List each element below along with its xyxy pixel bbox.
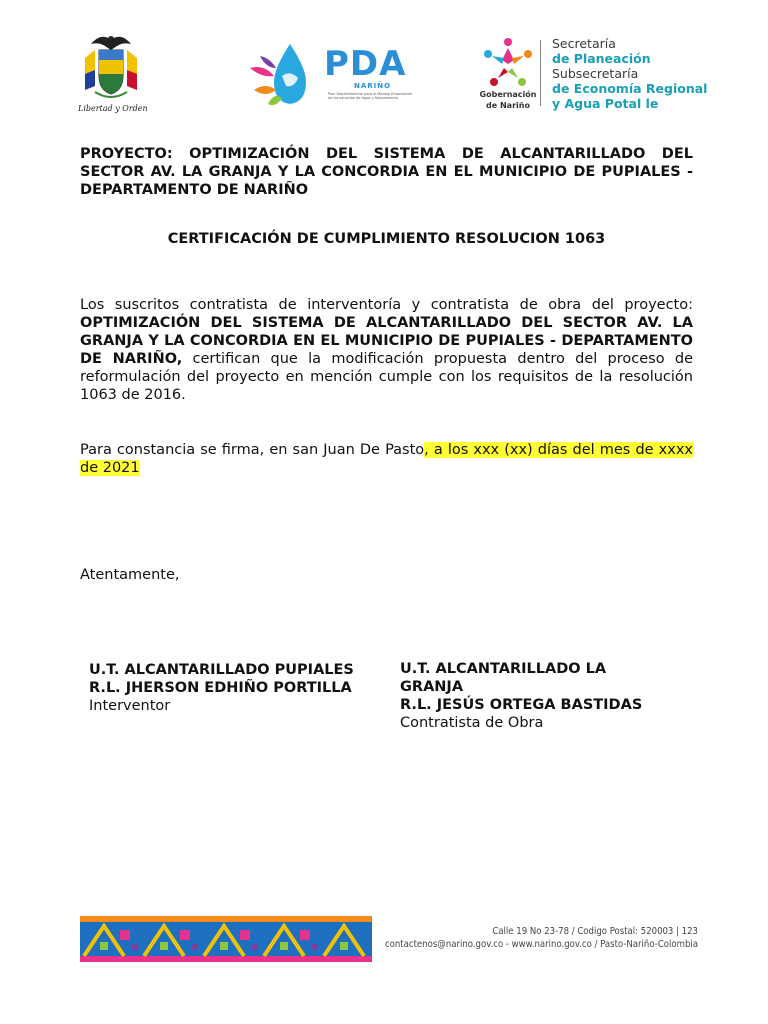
pda-tagline: Plan Departamental para el Manejo Empresarial de los servicios de Agua y Saneamiento [328, 92, 413, 100]
certification-title: CERTIFICACIÓN DE CUMPLIMIENTO RESOLUCION 1063 [167, 231, 606, 247]
contratista-company: U.T. ALCANTARILLADO LA GRANJA [400, 661, 607, 695]
pda-narino-logo [246, 42, 422, 112]
date-placeholder-highlight: , a los xxx (xx) días del mes de xxxx de 2021 [80, 442, 693, 476]
gobernacion-narino-logo [468, 34, 548, 114]
signature-block-interventor [89, 661, 379, 715]
pda-drop-icon [246, 42, 326, 112]
pda-region: NARIÑO [354, 82, 392, 90]
coat-of-arms-icon [81, 30, 141, 102]
secretaria-planeacion-logo [552, 36, 707, 111]
footer-contact-info [378, 925, 698, 951]
colombia-coat-of-arms-logo [78, 30, 148, 118]
secretaria-line-1: Secretaría [552, 36, 616, 51]
header-divider [540, 40, 541, 106]
interventor-company: U.T. ALCANTARILLADO PUPIALES [89, 662, 354, 678]
andean-pattern-icon [80, 916, 372, 962]
footer-pattern-band [80, 916, 372, 962]
contratista-representative: R.L. JESÚS ORTEGA BASTIDAS [400, 697, 643, 713]
coat-of-arms-motto: Libertad y Orden [78, 104, 148, 113]
closing-salutation: Atentamente, [80, 567, 180, 583]
paragraph-intro: Los suscritos contratista de interventoría y contratista de obra del proyecto: [80, 297, 693, 313]
paragraph-project-name: OPTIMIZACIÓN DEL SISTEMA DE ALCANTARILLADO DEL SECTOR AV. LA GRANJA Y LA CONCORDIA EN EL MUNICIPIO DE PUPIALES - DEPARTAMENTO DE NARIÑO, [80, 315, 693, 367]
project-title: PROYECTO: OPTIMIZACIÓN DEL SISTEMA DE ALCANTARILLADO DEL SECTOR AV. LA GRANJA Y LA CONCORDIA EN EL MUNICIPIO DE PUPIALES - DEPARTAMENTO DE NARIÑO [80, 146, 693, 198]
signature-date-paragraph [80, 441, 693, 477]
secretaria-line-2: de Planeación [552, 51, 651, 66]
secretaria-line-3: Subsecretaría [552, 66, 639, 81]
date-paragraph-text: Para constancia se firma, en san Juan De Pasto [80, 442, 425, 458]
certification-paragraph [80, 296, 693, 404]
gobernacion-star-icon [480, 34, 536, 88]
pda-title: PDA [324, 44, 407, 84]
footer-address: Calle 19 No 23-78 / Codigo Postal: 520003 | 123 [492, 926, 698, 937]
interventor-role: Interventor [89, 698, 171, 714]
signature-block-contratista [400, 660, 670, 732]
paragraph-rest: certifican que la modificación propuesta dentro del proceso de reformulación del proyecto en mención cumple con los requisitos de la resolución 1063 de 2016. [80, 351, 693, 403]
footer-contact: contactenos@narino.gov.co - www.narino.gov.co / Pasto-Nariño-Colombia [384, 939, 698, 950]
interventor-representative: R.L. JHERSON EDHIÑO PORTILLA [89, 680, 352, 696]
contratista-role: Contratista de Obra [400, 715, 544, 731]
secretaria-line-4: de Economía Regional [552, 81, 708, 96]
secretaria-line-5: y Agua Potal le [552, 96, 659, 111]
gobernacion-label-1: Gobernación [479, 90, 537, 99]
gobernacion-label-2: de Nariño [486, 101, 530, 110]
